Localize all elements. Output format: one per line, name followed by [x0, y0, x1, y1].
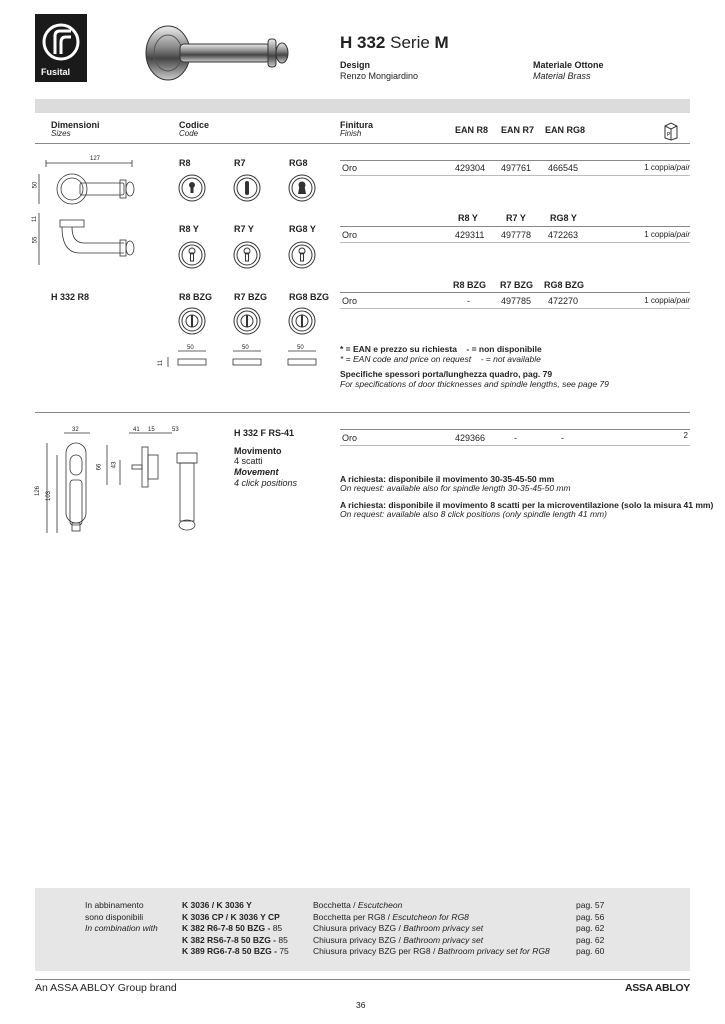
combo-desc: Chiusura privacy BZG / [313, 934, 404, 945]
dim-11: 11 [32, 215, 39, 223]
designer-name: Renzo Mongiardino [340, 71, 419, 81]
header-divider [35, 143, 690, 144]
note-na-it: - = non disponibile [466, 344, 542, 354]
rose-thickness-drawing [160, 345, 320, 375]
combo-page: pag. 56 [576, 911, 605, 922]
product-code: H 332 R8 [51, 292, 90, 302]
row1-ean-r8: 429304 [455, 163, 486, 173]
footer-divider [35, 979, 690, 980]
col-ean-r8: EAN R8 [455, 125, 489, 135]
intro-line-2: sono disponibili [85, 911, 144, 922]
row1-pack-it: 1 coppia/ [644, 163, 677, 172]
rose-dim-1: 50 [187, 345, 194, 351]
row1-pack [644, 163, 690, 172]
header-band [35, 99, 690, 113]
combo-desc-en: Bathroom privacy set for RG8 [437, 946, 550, 957]
row2-ean-r8: 429311 [455, 230, 485, 240]
row2-ean-rg8: 472263 [548, 230, 579, 240]
s2-note2: A richiesta: disponibile il movimento 8 scatti per la microventilazione (solo la misura 41 mm) [340, 500, 714, 510]
row2-pack-it: 1 coppia/ [644, 230, 677, 239]
intro-line-en: In combination with [85, 923, 158, 934]
combo-code: K 3036 CP / K 3036 Y CP [182, 911, 280, 922]
row3-h1: R8 BZG [453, 280, 487, 290]
row2-top-line [340, 226, 690, 227]
keyhole-r7-y-icon [232, 240, 262, 270]
combination-codes [182, 900, 289, 958]
note-ean-en-text: * = EAN code and price on request [340, 354, 472, 364]
col-ean-rg8: EAN RG8 [545, 125, 586, 135]
row2-h3: RG8 Y [550, 213, 577, 223]
dim-43: 43 [111, 461, 118, 469]
row3-h3: RG8 BZG [544, 280, 585, 290]
bzg-r8-icon [177, 306, 207, 336]
footer-brand: An ASSA ABLOY Group brand [35, 982, 177, 994]
section-divider [35, 412, 690, 413]
assa-abloy-logo: ASSA ABLOY [624, 982, 690, 994]
row2-pack-en: pair [676, 230, 690, 239]
combination-descs [313, 900, 550, 958]
row3-pack-it: 1 coppia/ [644, 296, 677, 305]
package-icon [663, 121, 679, 141]
combo-code-extra: 85 [272, 923, 283, 934]
row1-bottom-line [340, 175, 690, 176]
note-ean [340, 344, 542, 354]
note-ean-it: * = EAN e prezzo su richiesta [340, 344, 457, 354]
col-ean-r7: EAN R7 [501, 125, 535, 135]
dim-103: 103 [46, 490, 53, 502]
combo-desc: Bocchetta / [313, 900, 358, 910]
bzg-r7-icon [232, 306, 262, 336]
row4-ean-r8: 429366 [455, 433, 486, 443]
dim-126: 126 [35, 485, 42, 497]
keyhole-r8-icon [177, 173, 207, 203]
combo-desc-en: Bathroom privacy set [403, 923, 484, 934]
row3-top-line [340, 292, 690, 293]
clicks-en: 4 click positions [234, 478, 298, 488]
combo-code: K 382 R6-7-8 50 BZG - [182, 923, 273, 934]
combo-desc-en: Bathroom privacy set [403, 934, 484, 945]
combination-pages [576, 900, 604, 958]
svg-text:P: P [667, 132, 671, 138]
combo-desc: Bocchetta per RG8 / [313, 911, 393, 922]
brand-logo [35, 14, 87, 82]
row1-ean-r7: 497761 [501, 163, 532, 173]
col-dim: Dimensioni [51, 120, 100, 130]
row4-top-line [340, 429, 690, 430]
row2-finish: Oro [342, 230, 358, 240]
row1-pack-en: pair [676, 163, 690, 172]
row1-ean-rg8: 466545 [548, 163, 579, 173]
row2-h2: R7 Y [506, 213, 526, 223]
row2-h1: R8 Y [458, 213, 478, 223]
row2-pack [644, 230, 690, 239]
combo-code: K 3036 / K 3036 Y [182, 900, 252, 910]
dim-53: 53 [172, 427, 179, 433]
row3-ean-r8: - [467, 296, 470, 306]
combo-code-extra: 85 [278, 934, 288, 945]
note-ean-en [340, 354, 541, 364]
col-finish-en: Finish [340, 129, 362, 138]
dim-55: 55 [32, 236, 39, 244]
s2-note1-en: On request: available also for spindle length 30-35-45-50 mm [340, 483, 571, 493]
scatti-label: 4 scatti [234, 456, 263, 466]
dim-66: 66 [96, 463, 103, 471]
row3-pack [644, 296, 690, 305]
row1-finish: Oro [342, 163, 358, 173]
note-spec: Specifiche spessori porta/lunghezza quadro, pag. 79 [340, 369, 553, 379]
s2-note2-en: On request: available also 8 click positions (only spindle length 41 mm) [340, 509, 607, 519]
keyhole-rg8-y-icon [287, 240, 317, 270]
keyhole-rg8-icon [287, 173, 317, 203]
code-r7: R7 [234, 158, 246, 168]
dim-32: 32 [72, 427, 79, 433]
intro-line-1: In abbinamento [85, 900, 144, 910]
row3-finish: Oro [342, 296, 358, 306]
combo-code: K 382 RS6-7-8 50 BZG - [182, 934, 279, 945]
page-number: 36 [356, 1000, 366, 1010]
row1-top-line [340, 160, 690, 161]
design-label: Design [340, 60, 371, 70]
rose-dim-2: 50 [242, 345, 249, 351]
combo-page: pag. 60 [576, 946, 605, 957]
combo-desc-en: Escutcheon for RG8 [392, 911, 469, 922]
code-rg8: RG8 [289, 158, 308, 168]
combo-desc: Chiusura privacy BZG per RG8 / [313, 946, 438, 957]
movement-en: Movement [234, 467, 279, 477]
combination-intro [85, 900, 158, 935]
handle-photo [140, 22, 290, 84]
bzg-rg8-icon [287, 306, 317, 336]
brand-logo-label: Fusital [41, 67, 71, 77]
col-code-en: Code [179, 129, 199, 138]
window-handle-drawing [32, 425, 212, 540]
combo-page: pag. 57 [576, 900, 605, 910]
code-rg8-bzg: RG8 BZG [289, 292, 330, 302]
handle-technical-drawing [32, 155, 137, 275]
col-code: Codice [179, 120, 210, 130]
serie-word: Serie [390, 33, 430, 52]
row2-bottom-line [340, 242, 690, 243]
row3-ean-rg8: 472270 [548, 296, 579, 306]
code-r8-bzg: R8 BZG [179, 292, 213, 302]
row4-bottom-line [340, 445, 690, 446]
combo-page: pag. 62 [576, 934, 605, 945]
row2-ean-r7: 497778 [501, 230, 532, 240]
row4-finish: Oro [342, 433, 358, 443]
section2-code: H 332 F RS-41 [234, 428, 295, 438]
keyhole-r7-icon [232, 173, 262, 203]
keyhole-r8-y-icon [177, 240, 207, 270]
code-rg8-y: RG8 Y [289, 224, 316, 234]
combo-code-extra: 75 [279, 946, 289, 957]
combo-desc: Chiusura privacy BZG / [313, 923, 404, 934]
fusital-logo-icon [35, 14, 87, 66]
row4-ean-rg8: - [561, 433, 564, 443]
dim-127: 127 [90, 156, 101, 162]
code-r7-y: R7 Y [234, 224, 254, 234]
row3-pack-en: pair [676, 296, 690, 305]
page-title [340, 33, 449, 53]
dim-41: 41 [133, 427, 140, 433]
row4-ean-r7: - [514, 433, 517, 443]
row3-ean-r7: 497785 [501, 296, 532, 306]
combo-code: K 389 RG6-7-8 50 BZG - [182, 946, 280, 957]
movimento-label: Movimento [234, 446, 282, 456]
note-spec-en: For specifications of door thicknesses and spindle lengths, see page 79 [340, 379, 609, 389]
col-finish: Finitura [340, 120, 373, 130]
rose-thick-dim: 11 [158, 359, 165, 367]
dim-50: 50 [32, 181, 39, 189]
serie-letter: M [434, 33, 449, 52]
col-dim-en: Sizes [51, 129, 71, 138]
code-r8-y: R8 Y [179, 224, 199, 234]
combo-page: pag. 62 [576, 923, 605, 934]
model-name: H 332 [340, 33, 386, 52]
rose-dim-3: 50 [297, 345, 304, 351]
row4-pack: 2 [683, 431, 688, 440]
row3-bottom-line [340, 308, 690, 309]
material-en: Material Brass [533, 71, 591, 81]
row3-h2: R7 BZG [500, 280, 534, 290]
dim-15: 15 [148, 427, 155, 433]
note-na-en: - = not available [480, 354, 541, 364]
material-label: Materiale Ottone [533, 60, 604, 70]
code-r8: R8 [179, 158, 191, 168]
combo-desc-en: Escutcheon [357, 900, 403, 910]
code-r7-bzg: R7 BZG [234, 292, 268, 302]
s2-note1: A richiesta: disponibile il movimento 30-35-45-50 mm [340, 474, 555, 484]
